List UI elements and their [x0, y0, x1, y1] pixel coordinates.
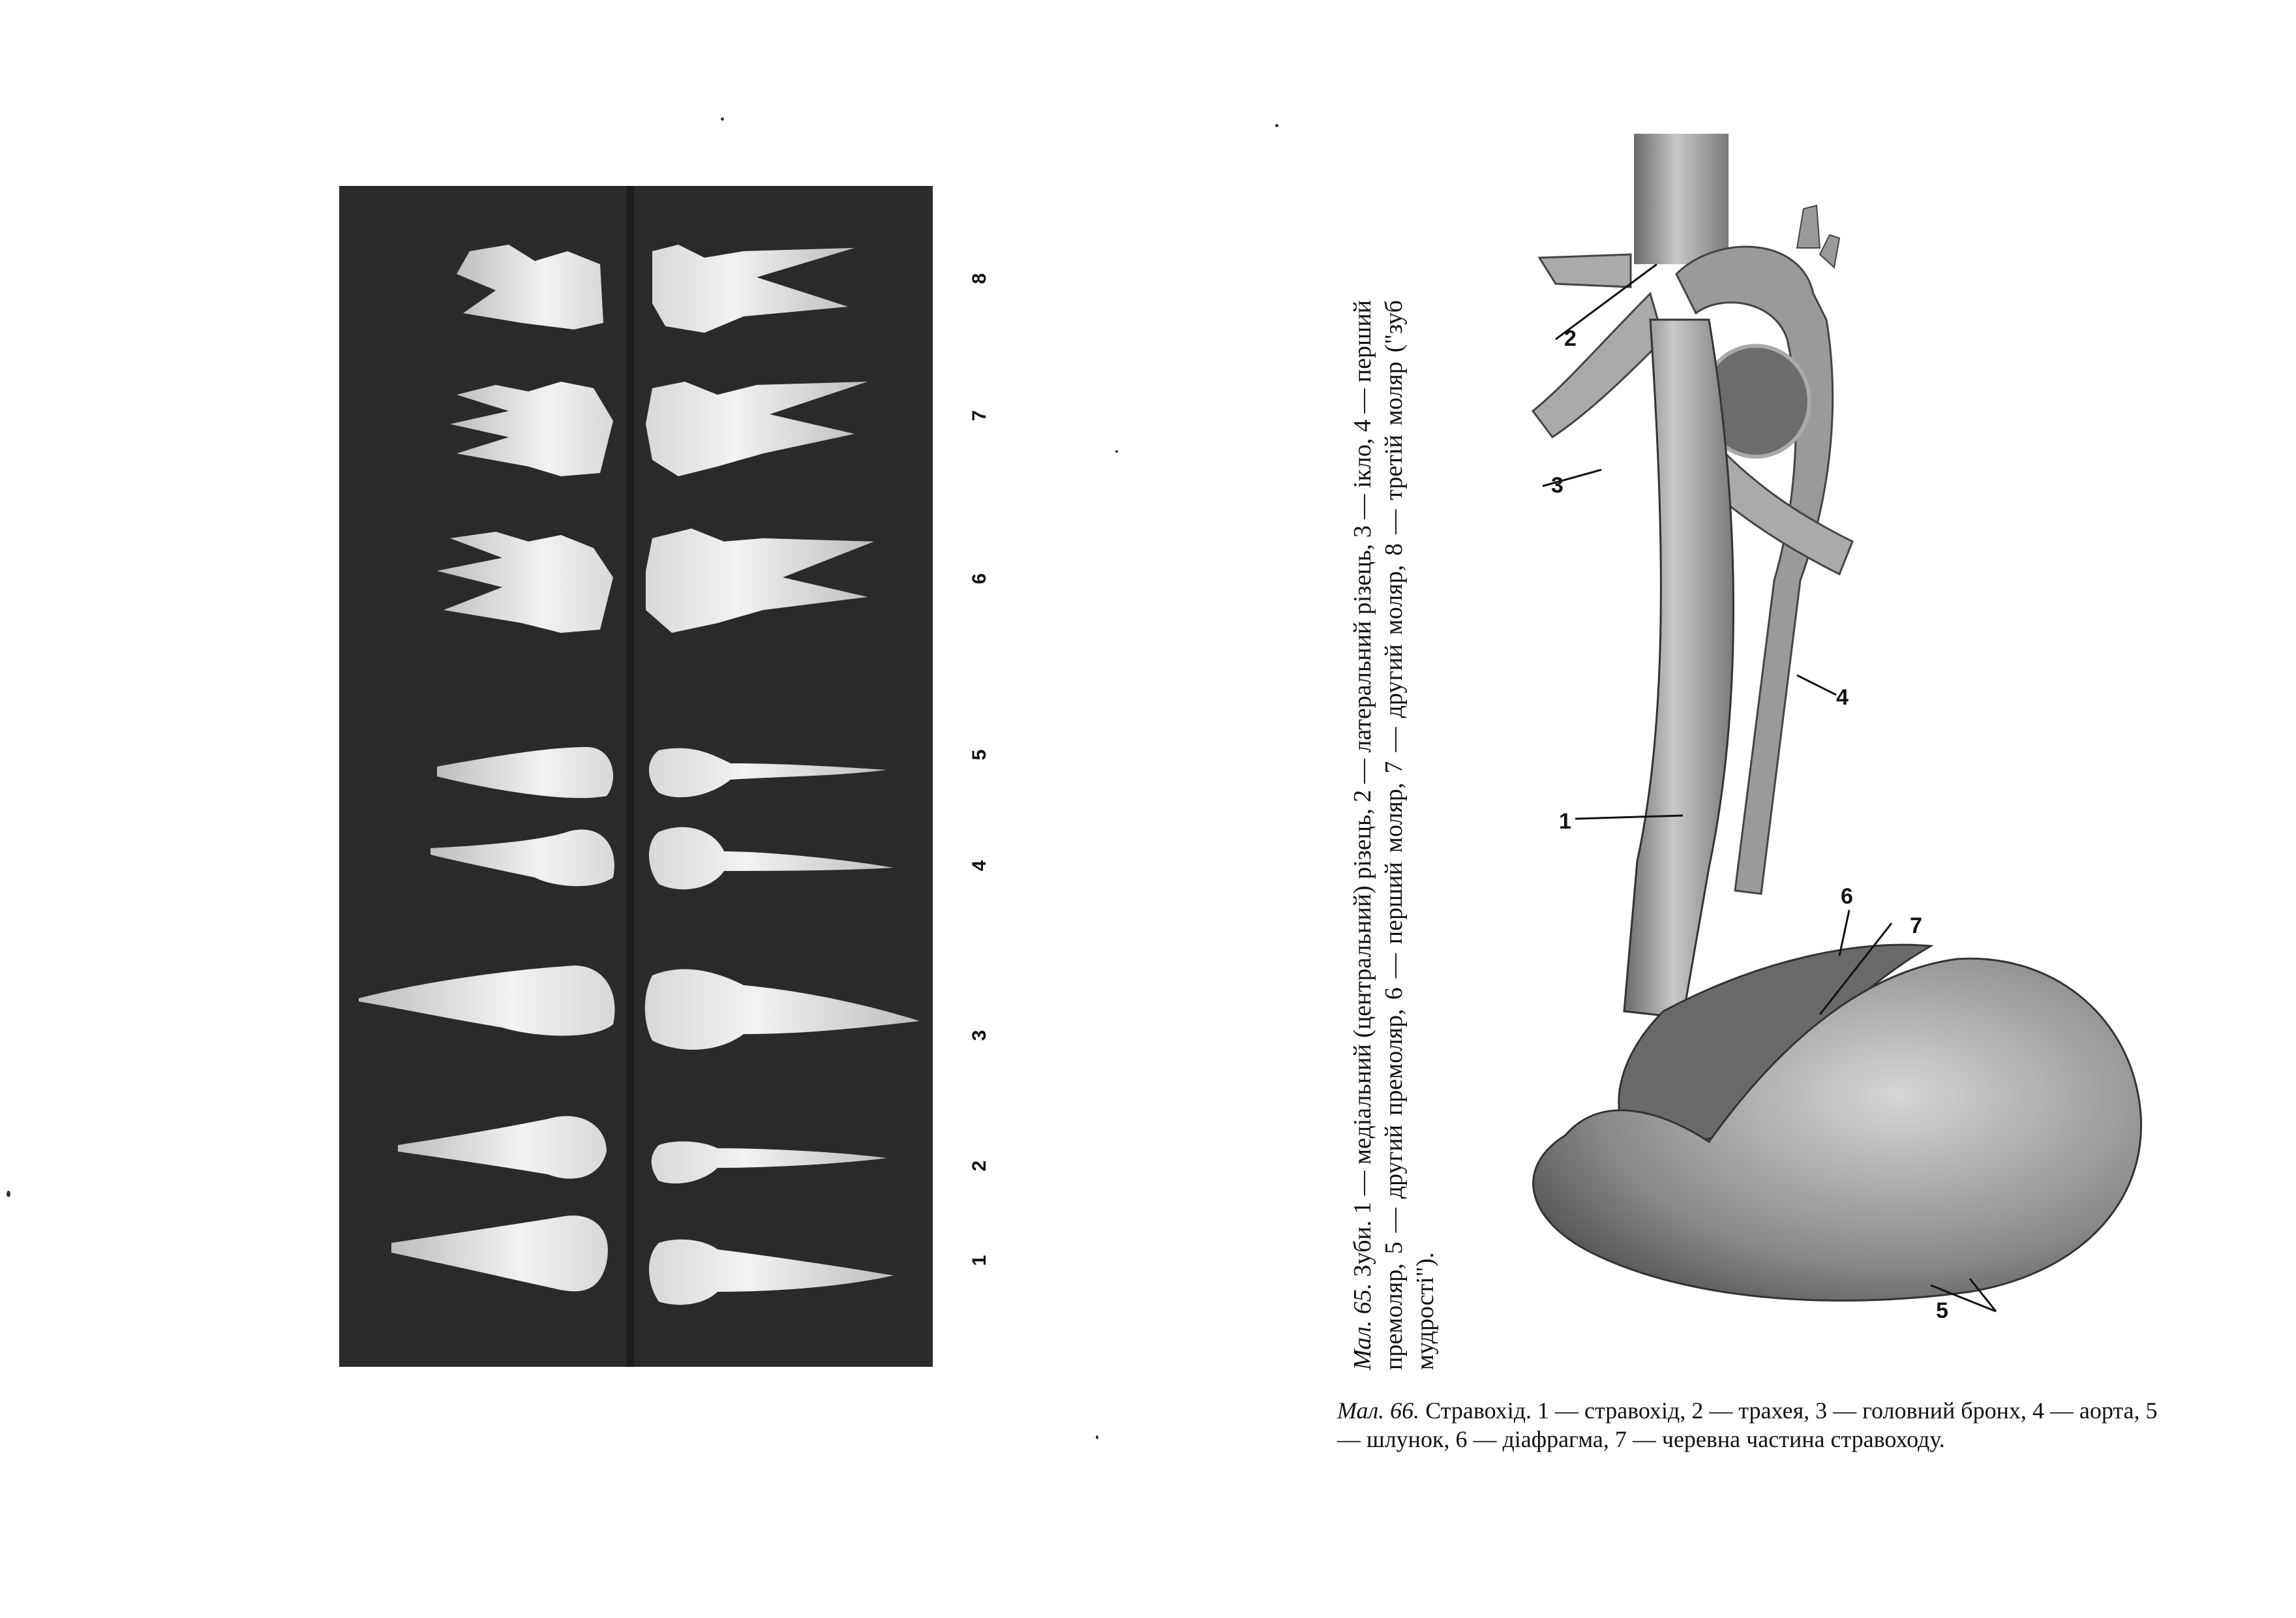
scan-speck — [7, 1191, 10, 1197]
left-bronchus — [1533, 294, 1663, 437]
scan-speck — [1115, 450, 1118, 453]
teeth-photograph — [339, 186, 933, 1367]
tooth-number-2: 2 — [969, 1160, 990, 1172]
callout-6: 6 — [1841, 884, 1853, 909]
figure-66-label: Мал. 66. — [1337, 1397, 1420, 1424]
oesophagus-drawing — [1435, 124, 2192, 1351]
figure-65-label: Мал. 65. — [1349, 1283, 1376, 1370]
trachea-shape — [1634, 134, 1729, 264]
tooth-number-1: 1 — [969, 1255, 990, 1266]
scan-speck — [1096, 1435, 1098, 1439]
figure-65-caption-text: Зуби. 1 — медіальний (центральний) різець, 2 — латеральний різець, 3 — ікло, 4 — перший премоляр, 5 — другий премоляр, 6 — перший моляр, 7 — другий моляр, 8 — третій моляр ("зуб мудрості"). — [1349, 300, 1439, 1370]
callout-7: 7 — [1910, 913, 1922, 938]
tooth-number-8: 8 — [969, 273, 990, 284]
scan-speck — [721, 117, 724, 121]
callout-5: 5 — [1936, 1298, 1948, 1323]
callout-1: 1 — [1559, 809, 1571, 834]
tooth-number-5: 5 — [969, 749, 990, 761]
teeth-illustration — [339, 186, 933, 1367]
oesophagus-shape — [1624, 320, 1734, 1018]
callout-4: 4 — [1836, 685, 1849, 710]
figure-66-caption — [1337, 1396, 2159, 1454]
oesophagus-illustration — [1435, 124, 2192, 1351]
figure-66-caption-text: Стравохід. 1 — стравохід, 2 — трахея, 3 — головний бронх, 4 — аорта, 5 — шлунок, 6 — діафрагма, 7 — черевна частина стравоходу. — [1337, 1397, 2158, 1452]
callout-2: 2 — [1564, 326, 1577, 351]
callout-3: 3 — [1551, 473, 1563, 498]
tooth-number-6: 6 — [969, 573, 990, 585]
scan-speck — [1275, 124, 1278, 127]
tooth-number-4: 4 — [969, 860, 990, 872]
tooth-number-7: 7 — [969, 410, 990, 421]
tooth-number-3: 3 — [969, 1030, 990, 1041]
right-bronchus — [1539, 254, 1631, 287]
